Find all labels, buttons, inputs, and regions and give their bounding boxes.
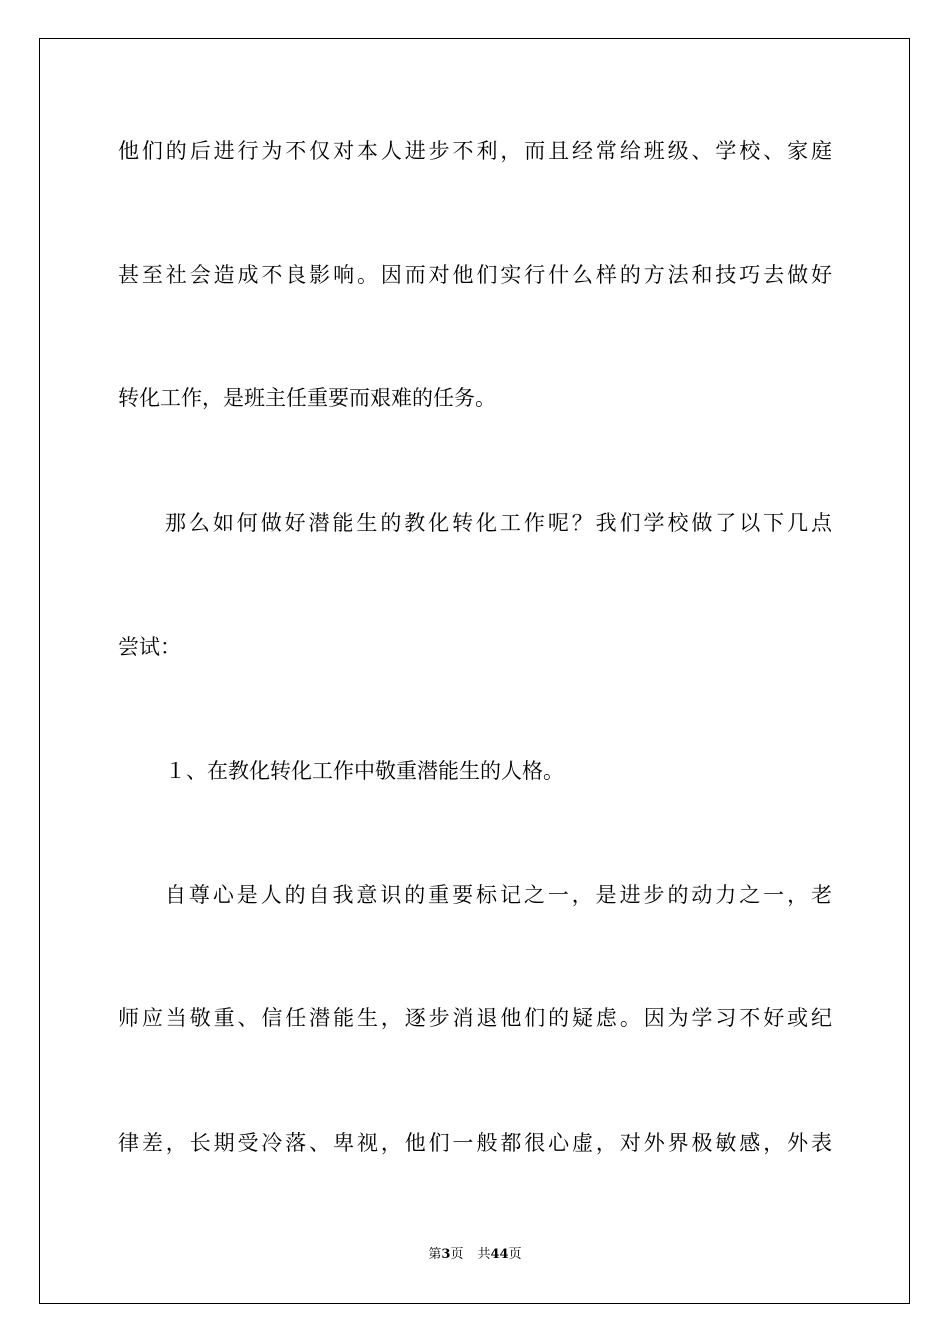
text-line-7: 自尊心是人的自我意识的重要标记之一，是进步的动力之一，老 <box>165 883 832 907</box>
text-line-4: 那么如何做好潜能生的教化转化工作呢？我们学校做了以下几点 <box>165 511 832 535</box>
footer-page-total: 44 <box>490 1247 509 1262</box>
footer-page-suffix: 页 <box>450 1247 464 1262</box>
footer-total-prefix: 共 <box>477 1247 491 1262</box>
footer-total-suffix: 页 <box>508 1247 522 1262</box>
text-line-1: 他们的后进行为不仅对本人进步不利，而且经常给班级、学校、家庭 <box>118 139 832 163</box>
text-line-8: 师应当敬重、信任潜能生，逐步消退他们的疑虑。因为学习不好或纪 <box>118 1006 832 1030</box>
page-footer <box>0 1246 950 1264</box>
text-line-5: 尝试： <box>118 635 181 659</box>
footer-page-current: 3 <box>441 1247 451 1262</box>
page-border <box>39 38 910 1304</box>
text-line-2: 甚至社会造成不良影响。因而对他们实行什么样的方法和技巧去做好 <box>118 263 832 287</box>
text-line-6: １、在教化转化工作中敬重潜能生的人格。 <box>165 759 564 783</box>
text-line-9: 律差，长期受冷落、卑视，他们一般都很心虚，对外界极敏感，外表 <box>118 1131 832 1155</box>
text-line-3: 转化工作，是班主任重要而艰难的任务。 <box>118 386 496 410</box>
footer-page-prefix: 第 <box>428 1247 442 1262</box>
